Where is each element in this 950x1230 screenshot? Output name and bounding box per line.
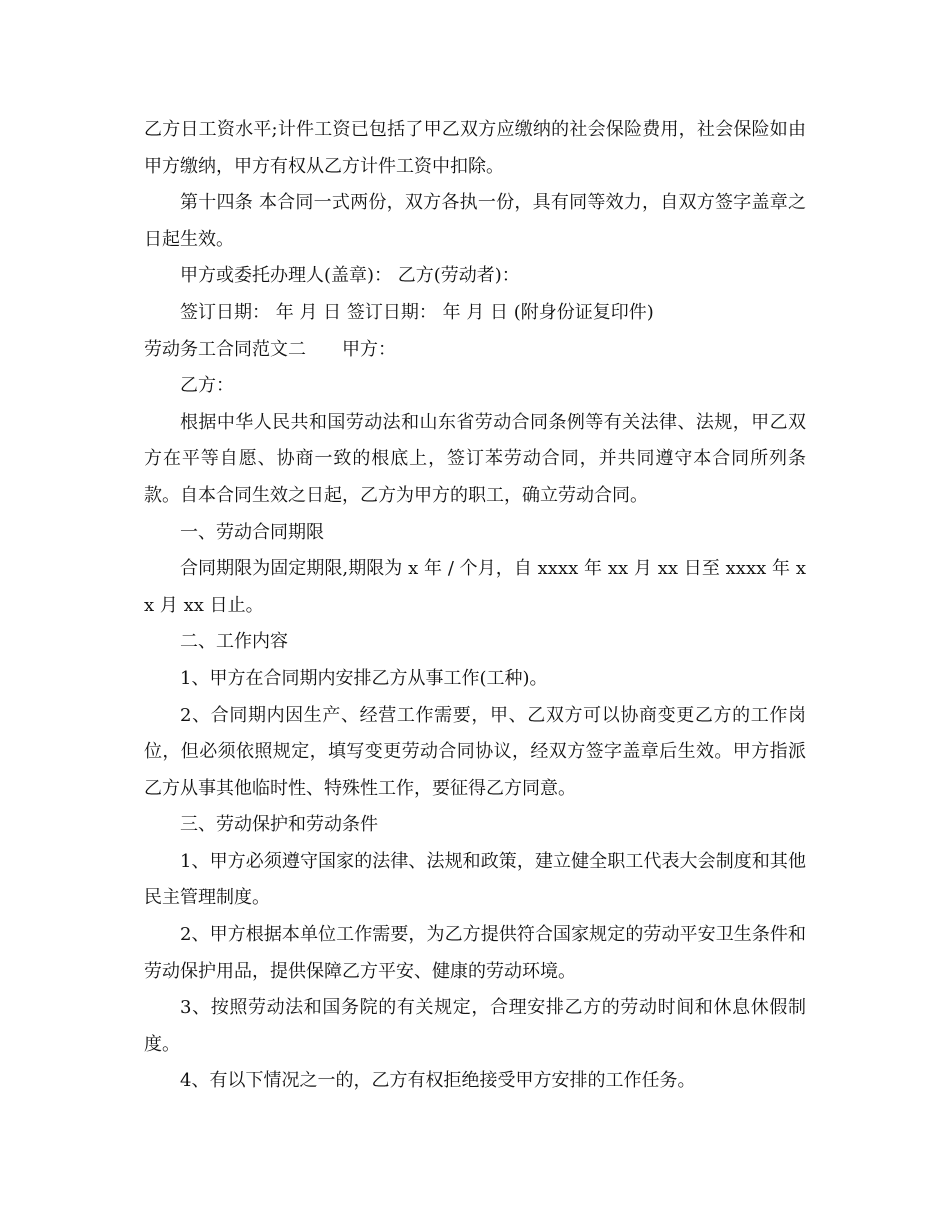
paragraph-contract-term: 合同期限为固定期限,期限为 x 年 / 个月，自 xxxx 年 xx 月 xx 日至 xxxx 年 xx 月 xx 日止。 bbox=[144, 558, 806, 616]
heading-contract-term: 一、劳动合同期限 bbox=[180, 521, 324, 543]
paragraph-wage-clause: 乙方日工资水平;计件工资已包括了甲乙双方应缴纳的社会保险费用，社会保险如由甲方缴纳，甲方有权从乙方计件工资中扣除。 bbox=[144, 119, 806, 177]
section-title: 劳动务工合同范文二 bbox=[144, 338, 306, 360]
paragraph-signature-parties: 甲方或委托办理人(盖章)： 乙方(劳动者)： bbox=[180, 265, 520, 287]
party-a-label: 甲方： bbox=[342, 338, 396, 360]
heading-labor-protection: 三、劳动保护和劳动条件 bbox=[180, 814, 378, 836]
paragraph-preamble: 根据中华人民共和国劳动法和山东省劳动合同条例等有关法律、法规，甲乙双方在平等自愿、协商一致的根底上，签订苯劳动合同，并共同遵守本合同所列条款。自本合同生效之日起，乙方为甲方的职工，确立劳动合同。 bbox=[144, 411, 806, 506]
paragraph-work-content-2: 2、合同期内因生产、经营工作需要，甲、乙双方可以协商变更乙方的工作岗位，但必须依照规定，填写变更劳动合同协议，经双方签字盖章后生效。甲方指派乙方从事其他临时性、特殊性工作，要征得乙方同意。 bbox=[144, 704, 806, 799]
paragraph-work-content-1: 1、甲方在合同期内安排乙方从事工作(工种)。 bbox=[180, 667, 548, 689]
paragraph-labor-protection-1: 1、甲方必须遵守国家的法律、法规和政策，建立健全职工代表大会制度和其他民主管理制度。 bbox=[144, 850, 806, 909]
paragraph-article-14: 第十四条 本合同一式两份，双方各执一份，具有同等效力，自双方签字盖章之日起生效。 bbox=[144, 192, 806, 250]
paragraph-signing-date: 签订日期： 年 月 日 签订日期： 年 月 日 (附身份证复印件) bbox=[180, 301, 654, 323]
paragraph-labor-protection-3: 3、按照劳动法和国务院的有关规定，合理安排乙方的劳动时间和休息休假制度。 bbox=[144, 997, 806, 1055]
paragraph-party-b: 乙方： bbox=[180, 375, 234, 397]
section-title-line bbox=[144, 332, 806, 369]
document-body bbox=[144, 112, 806, 1100]
heading-work-content: 二、工作内容 bbox=[180, 631, 288, 653]
paragraph-labor-protection-2: 2、甲方根据本单位工作需要，为乙方提供符合国家规定的劳动平安卫生条件和劳动保护用品，提供保障乙方平安、健康的劳动环境。 bbox=[144, 924, 806, 982]
paragraph-labor-protection-4: 4、有以下情况之一的，乙方有权拒绝接受甲方安排的工作任务。 bbox=[180, 1070, 696, 1092]
